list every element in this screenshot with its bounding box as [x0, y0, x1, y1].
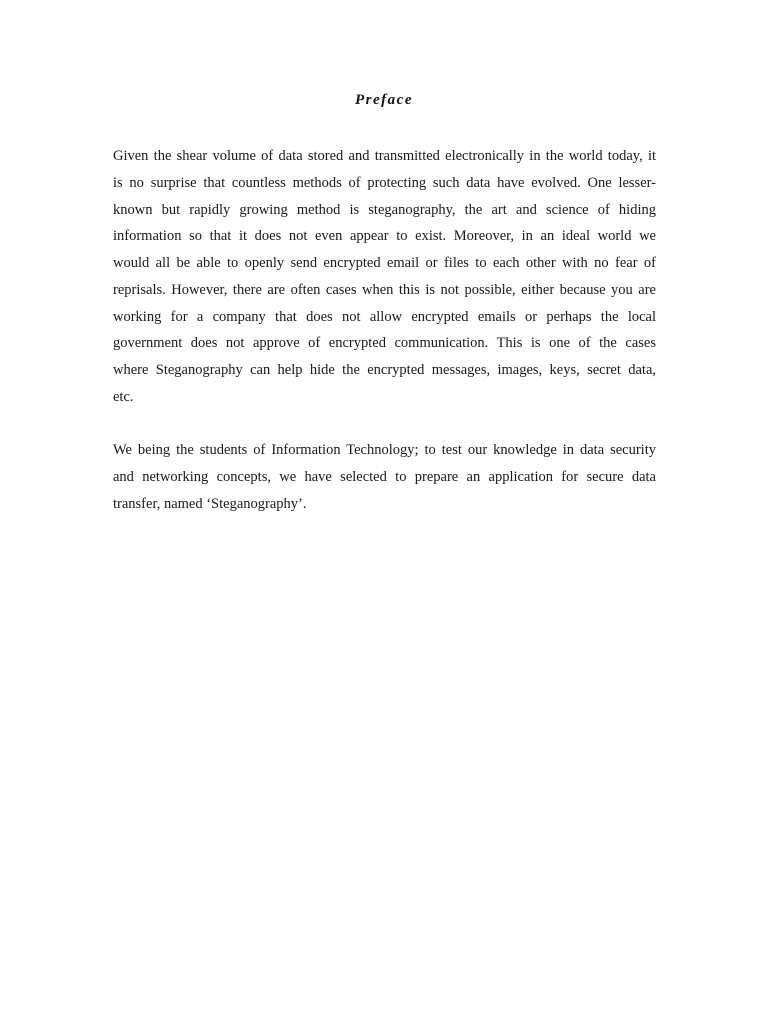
- paragraph-line: known but rapidly growing method is steganography, the art and science of hiding: [113, 201, 656, 218]
- paragraph-line: where Steganography can help hide the encrypted messages, images, keys, secret data,: [113, 362, 656, 378]
- paragraph-line: We being the students of Information Technology; to test our knowledge in data security: [113, 442, 656, 458]
- paragraph-line: working for a company that does not allow encrypted emails or perhaps the local: [113, 308, 656, 325]
- paragraph-line: information so that it does not even appear to exist. Moreover, in an ideal world we: [113, 228, 656, 245]
- page-title: Preface: [355, 92, 413, 108]
- paragraph-line: reprisals. However, there are often cases when this is not possible, either because you are: [113, 281, 656, 298]
- paragraph-line: etc.: [113, 388, 134, 405]
- paragraph-line: is no surprise that countless methods of protecting such data have evolved. One lesser-: [113, 174, 656, 191]
- paragraph-line: transfer, named ‘Steganography’.: [113, 495, 307, 512]
- paragraph-2: [113, 437, 656, 517]
- paragraph-line: would all be able to openly send encrypted email or files to each other with no fear of: [113, 255, 656, 271]
- paragraph-line: government does not approve of encrypted communication. This is one of the cases: [113, 335, 656, 352]
- paragraph-1: [113, 143, 656, 411]
- paragraph-line: Given the shear volume of data stored and transmitted electronically in the world today, it: [113, 148, 656, 164]
- paragraph-line: and networking concepts, we have selected to prepare an application for secure data: [113, 468, 656, 485]
